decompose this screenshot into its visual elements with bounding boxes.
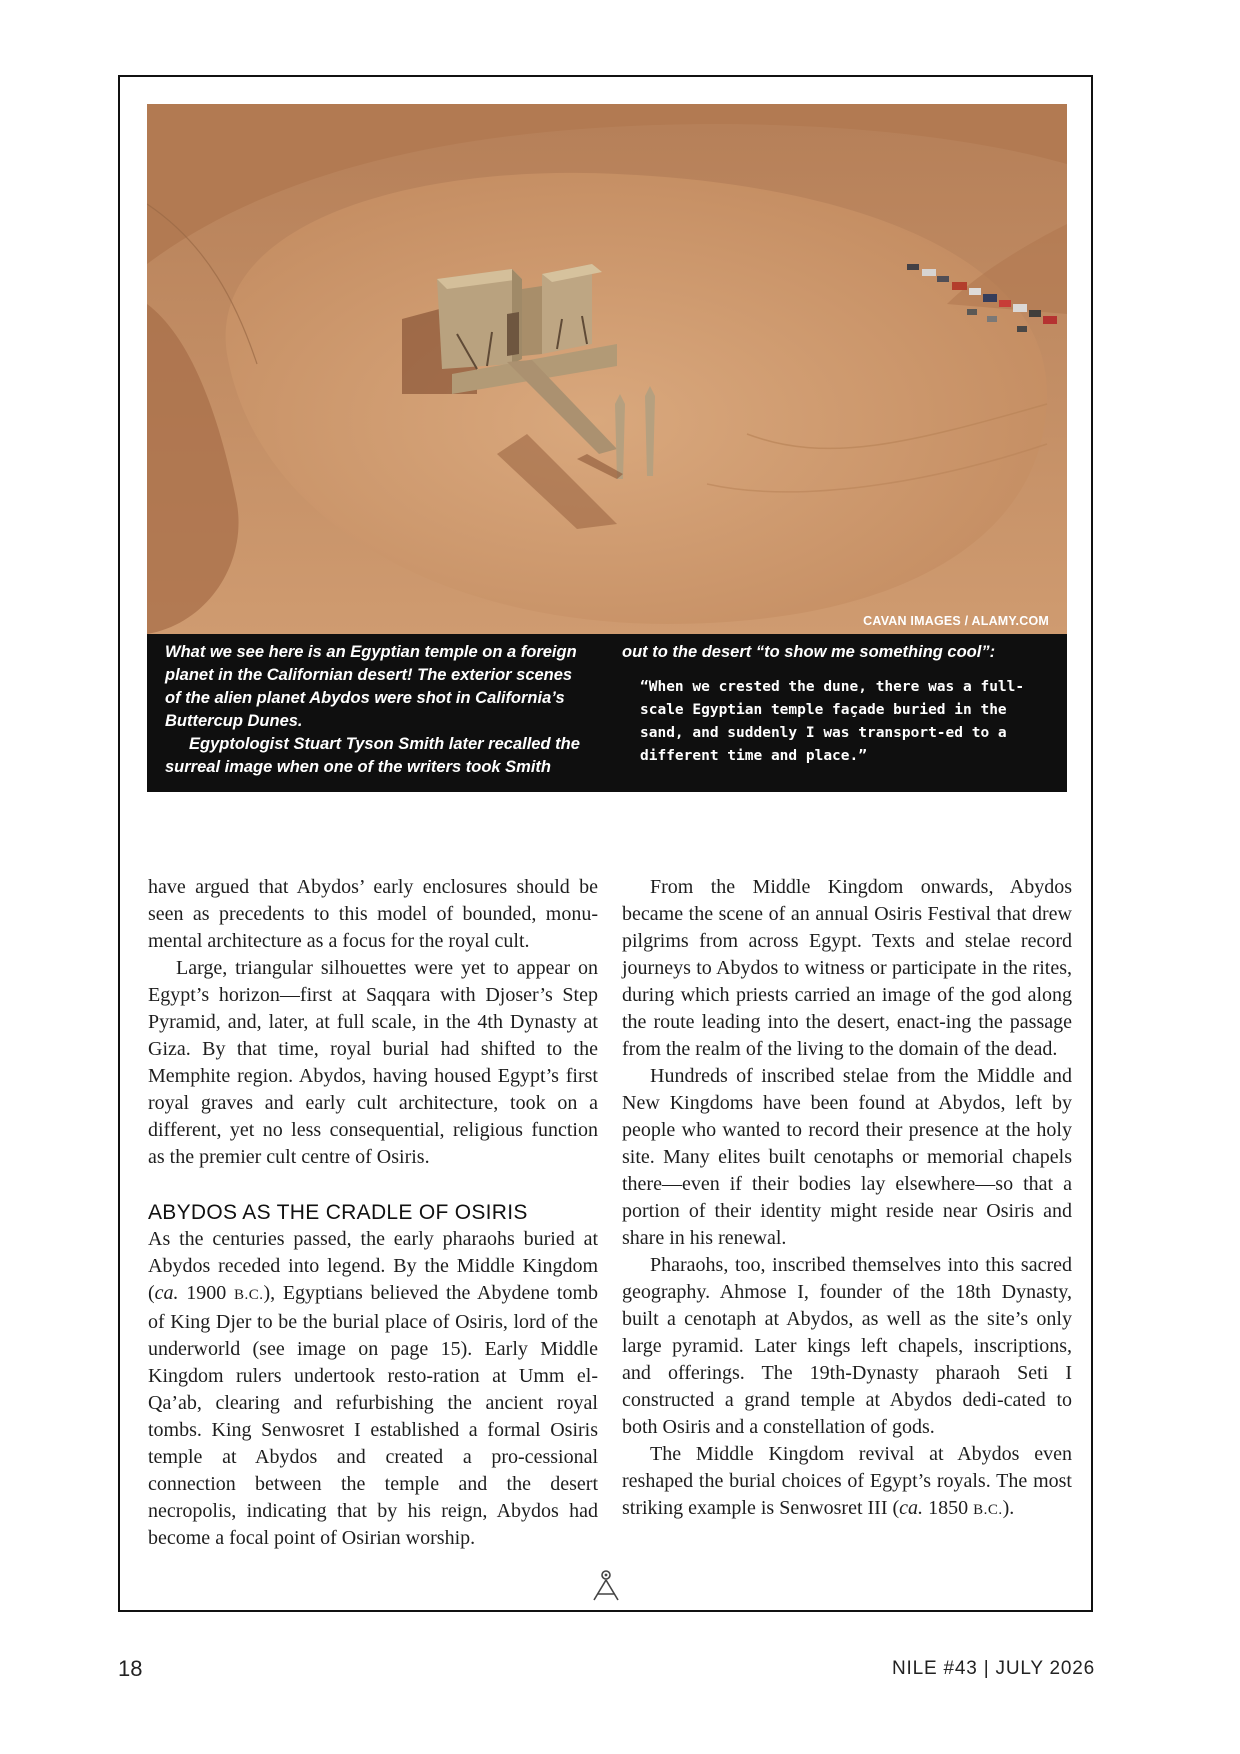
- end-ornament-icon: [588, 1568, 624, 1604]
- caption-right-column: [622, 641, 1052, 768]
- caption-paragraph: out to the desert “to show me something cool”:: [622, 643, 996, 661]
- section-heading: ABYDOS AS THE CRADLE OF OSIRIS: [148, 1201, 528, 1224]
- body-paragraph: Large, triangular silhouettes were yet to appear on Egypt’s horizon—first at Saqqara with Djoser’s Step Pyramid, and, later, at full scale, in the 4th Dynasty at Giza. By that time, royal burial had shifted to the Memphite region. Abydos, having housed Egypt’s first royal graves and early cult architecture, took on a different, yet no less consequential, religious function as the premier cult centre of Osiris.: [148, 957, 598, 1168]
- body-paragraph: From the Middle Kingdom onwards, Abydos became the scene of an annual Osiris Festival that drew pilgrims from across Egypt. Texts and stelae record journeys to Abydos to witness or participate in the rites, during which priests carried an image of the god along the route leading into the desert, enact-ing the passage from the realm of the living to the domain of the dead.: [622, 876, 1072, 1060]
- body-paragraph: have argued that Abydos’ early enclosures should be seen as precedents to this model of bounded, monu-mental architecture as a focus for the royal cult.: [148, 876, 598, 952]
- body-paragraph: Pharaohs, too, inscribed themselves into this sacred geography. Ahmose I, founder of the 18th Dynasty, built a cenotaph at Abydos, as well as the site’s only large pyramid. Later kings left chapels, inscriptions, and offerings. The 19th-Dynasty pharaoh Seti I constructed a grand temple at Abydos dedi-cated to both Osiris and a constellation of gods.: [622, 1254, 1072, 1438]
- caption-quote: “When we crested the dune, there was a full-scale Egyptian temple façade buried in the sand, and suddenly I was transport-ed to a different time and place.”: [640, 679, 1025, 764]
- body-paragraph: The Middle Kingdom revival at Abydos even reshaped the burial choices of Egypt’s royals. The most striking example is Senwosret III (ca. 1850 B.C.).: [622, 1443, 1072, 1519]
- temple-photo: [147, 104, 1067, 634]
- caption-paragraph: Egyptologist Stuart Tyson Smith later recalled the surreal image when one of the writers took Smith: [165, 735, 580, 776]
- article-column-left: [148, 874, 598, 1552]
- page-number: 18: [118, 1656, 143, 1681]
- magazine-issue: NILE #43 | JULY 2026: [892, 1658, 1095, 1679]
- photo-credit: CAVAN IMAGES / ALAMY.COM: [863, 614, 1049, 628]
- photo-caption: [147, 634, 1067, 792]
- caption-paragraph: What we see here is an Egyptian temple on a foreign planet in the Californian desert! The exterior scenes of the alien planet Abydos were shot in California’s Buttercup Dunes.: [165, 643, 577, 730]
- body-paragraph: As the centuries passed, the early pharaohs buried at Abydos receded into legend. By the Middle Kingdom (ca. 1900 B.C.), Egyptians believed the Abydene tomb of King Djer to be the burial place of Osiris, lord of the underworld (see image on page 15). Early Middle Kingdom rulers undertook resto-ration at Umm el-Qa’ab, clearing and refurbishing the ancient royal tombs. King Senwosret I established a formal Osiris temple at Abydos and created a pro-cessional connection between the temple and the desert necropolis, indicating that by his reign, Abydos had become a focal point of Osirian worship.: [148, 1228, 599, 1549]
- body-paragraph: Hundreds of inscribed stelae from the Middle and New Kingdoms have been found at Abydos, left by people who wanted to record their presence at the holy site. Many elites built cenotaphs or memorial chapels there—even if their bodies lay elsewhere—so that a portion of their identity might reside near Osiris and share in his renewal.: [622, 1065, 1072, 1249]
- desert-temple-illustration: [147, 104, 1067, 634]
- article-column-right: [622, 874, 1072, 1524]
- caption-left-column: [165, 641, 587, 779]
